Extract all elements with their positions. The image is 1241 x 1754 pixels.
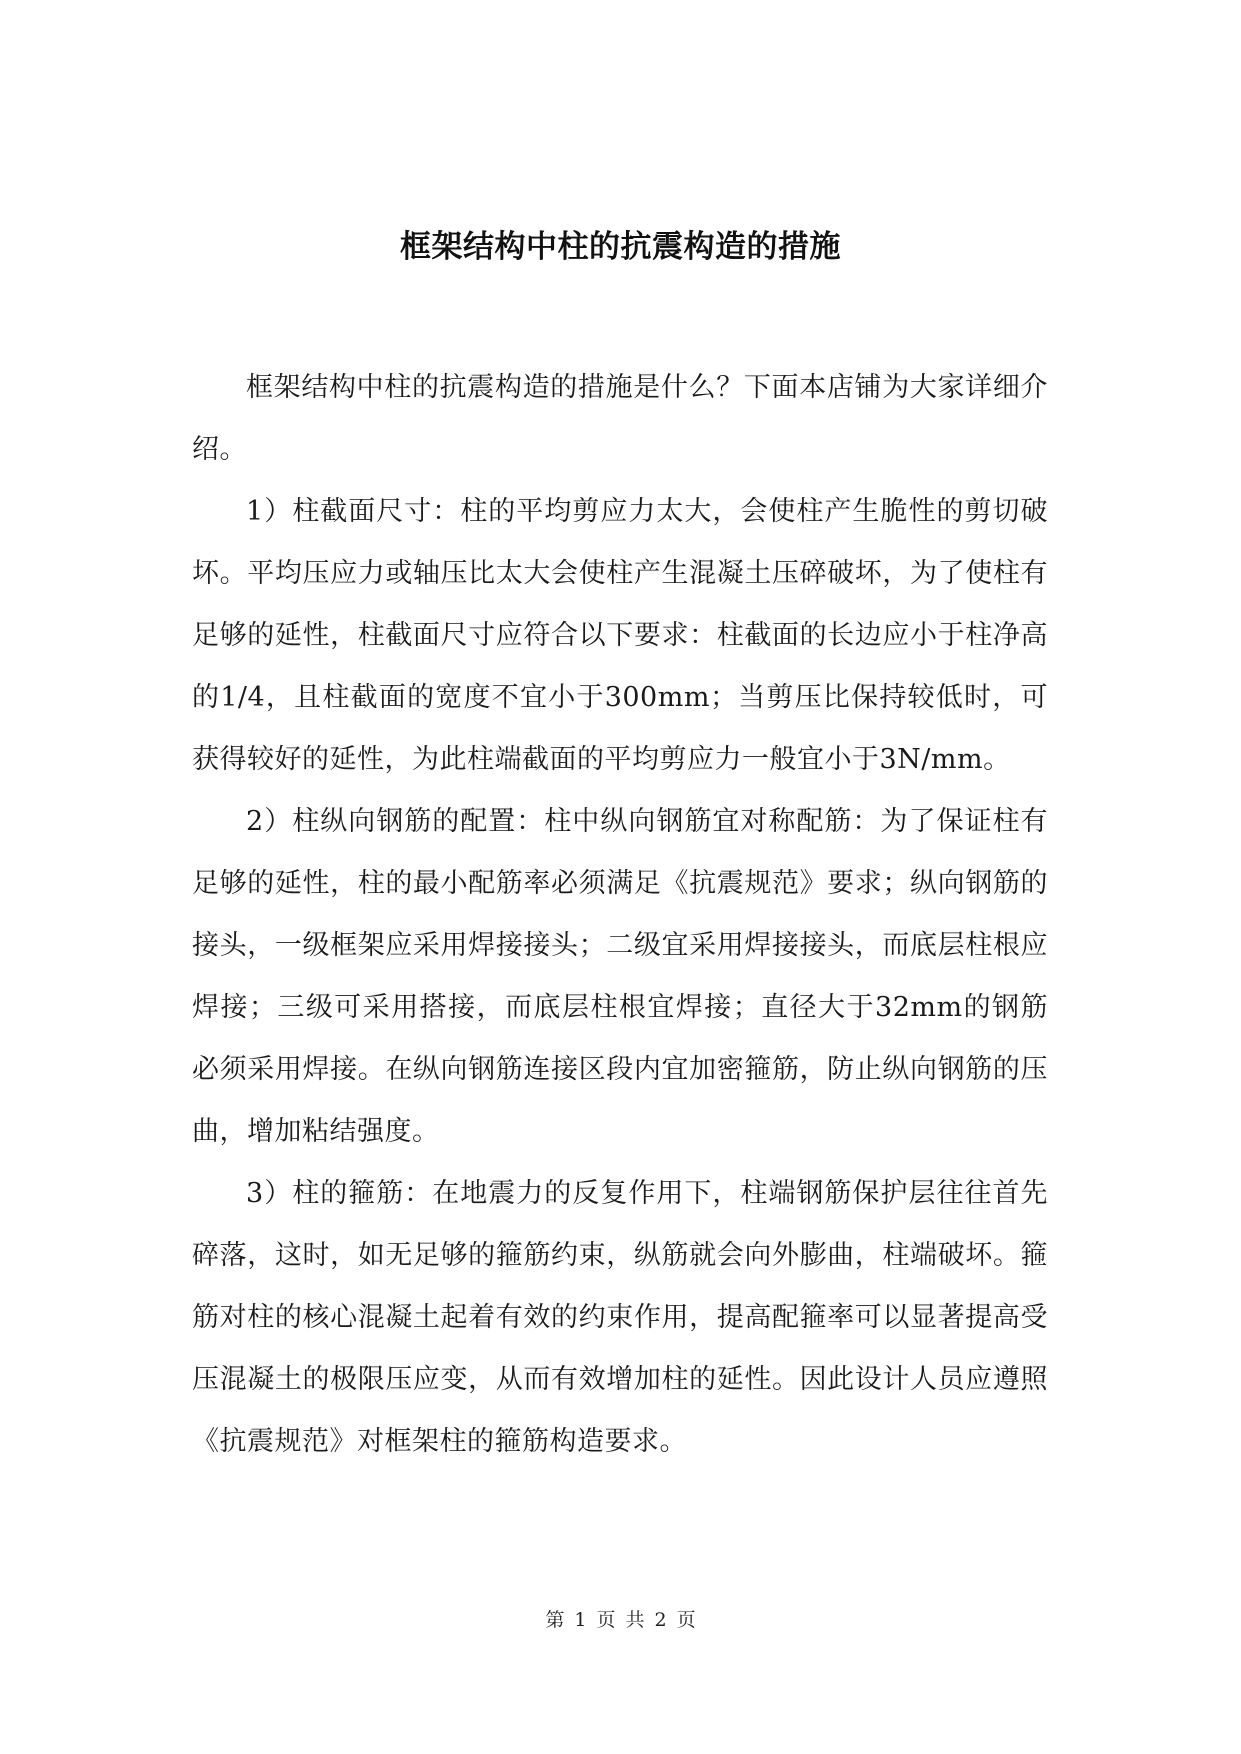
document-title: 框架结构中柱的抗震构造的措施 [400, 229, 841, 265]
page-number-footer: 第 1 页 共 2 页 [545, 1609, 696, 1631]
section-2-paragraph: 2）柱纵向钢筋的配置：柱中纵向钢筋宜对称配筋：为了保证柱有足够的延性，柱的最小配筋率必须满足《抗震规范》要求；纵向钢筋的接头，一级框架应采用焊接接头；二级宜采用焊接接头，而底层柱根应焊接；三级可采用搭接，而底层柱根宜焊接；直径大于32mm的钢筋必须采用焊接。在纵向钢筋连接区段内宜加密箍筋，防止纵向钢筋的压曲，增加粘结强度。 [192, 806, 1048, 1147]
intro-paragraph: 框架结构中柱的抗震构造的措施是什么？下面本店铺为大家详细介绍。 [192, 372, 1048, 465]
document-body [192, 357, 1048, 1473]
section-3-paragraph: 3）柱的箍筋：在地震力的反复作用下，柱端钢筋保护层往往首先碎落，这时，如无足够的箍筋约束，纵筋就会向外膨曲，柱端破坏。箍筋对柱的核心混凝土起着有效的约束作用，提高配箍率可以显著提高受压混凝土的极限压应变，从而有效增加柱的延性。因此设计人员应遵照《抗震规范》对框架柱的箍筋构造要求。 [192, 1178, 1048, 1457]
section-1-paragraph: 1）柱截面尺寸：柱的平均剪应力太大，会使柱产生脆性的剪切破坏。平均压应力或轴压比太大会使柱产生混凝土压碎破坏，为了使柱有足够的延性，柱截面尺寸应符合以下要求：柱截面的长边应小于柱净高的1/4，且柱截面的宽度不宜小于300mm；当剪压比保持较低时，可获得较好的延性，为此柱端截面的平均剪应力一般宜小于3N/mm。 [192, 496, 1048, 775]
